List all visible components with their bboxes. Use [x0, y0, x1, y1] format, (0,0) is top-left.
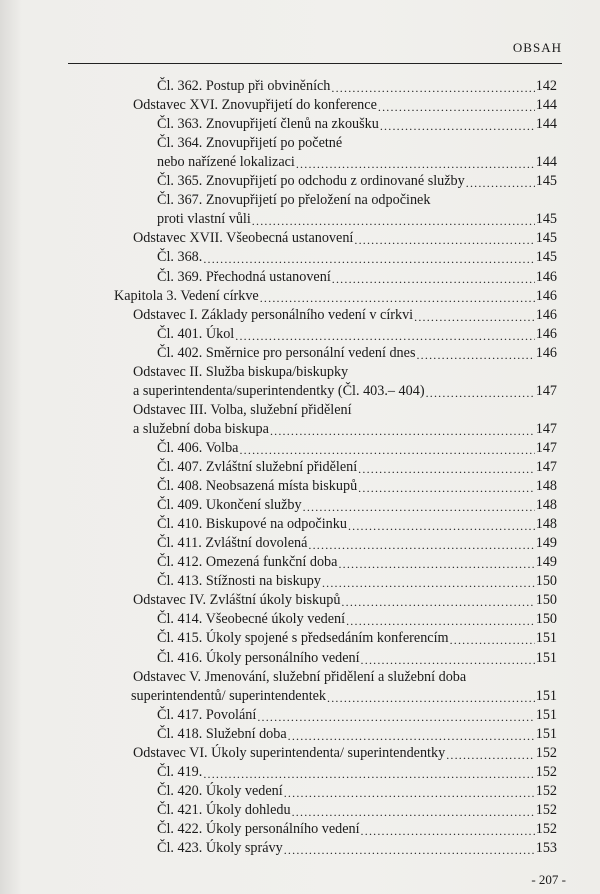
header-rule: [68, 63, 562, 64]
toc-entry-title: a služební doba biskupa: [133, 420, 269, 437]
toc-entry[interactable]: [157, 496, 557, 515]
dot-leader: [257, 710, 534, 725]
dot-leader: [332, 272, 535, 287]
toc-entry-page: 148: [535, 516, 557, 533]
dot-leader: [338, 557, 534, 572]
toc-entry[interactable]: [157, 706, 557, 725]
toc-entry[interactable]: [133, 420, 557, 439]
toc-entry[interactable]: [157, 629, 557, 648]
toc-entry[interactable]: [157, 115, 557, 134]
toc-entry-page: 152: [535, 801, 557, 818]
dot-leader: [284, 786, 535, 801]
toc-entry-page: 146: [535, 344, 557, 361]
toc-entry-title: Čl. 369. Přechodná ustanovení: [157, 268, 331, 285]
toc-entry[interactable]: [157, 763, 557, 782]
toc-entry-title: Čl. 411. Zvláštní dovolená: [157, 535, 308, 552]
toc-entry-page: 146: [535, 325, 557, 342]
toc-entry-page: 144: [535, 154, 557, 171]
toc-entry[interactable]: [131, 687, 557, 706]
toc-entry[interactable]: [157, 572, 557, 591]
toc-entry[interactable]: [114, 287, 557, 306]
dot-leader: [354, 233, 534, 248]
toc-entry-first-line: Odstavec V. Jmenování, služební přidělení a služební doba: [133, 668, 467, 685]
toc-entry[interactable]: [157, 515, 557, 534]
toc-entry[interactable]: [133, 744, 557, 763]
toc-entry-title: Čl. 415. Úkoly spojené s předsedáním konferencím: [157, 630, 449, 647]
toc-entry-page: 150: [535, 592, 557, 609]
dot-leader: [308, 538, 534, 553]
toc-entry[interactable]: [157, 534, 557, 553]
dot-leader: [203, 252, 534, 267]
toc-entry-title: Čl. 402. Směrnice pro personální vedení dnes: [157, 344, 416, 361]
toc-entry-title: Čl. 418. Služební doba: [157, 725, 287, 742]
toc-entry[interactable]: [157, 268, 557, 287]
toc-entry-page: 147: [535, 382, 557, 399]
toc-entry-page: 146: [535, 287, 557, 304]
dot-leader: [322, 576, 535, 591]
toc-entry-title: Čl. 420. Úkoly vedení: [157, 782, 283, 799]
toc-entry[interactable]: [133, 382, 557, 401]
toc-entry-page: 145: [535, 173, 557, 190]
toc-entry-title: Čl. 422. Úkoly personálního vedení: [157, 820, 360, 837]
dot-leader: [358, 462, 535, 477]
toc-entry[interactable]: [157, 77, 557, 96]
toc-entry-title: Čl. 412. Omezená funkční doba: [157, 554, 338, 571]
toc-entry-page: 144: [535, 116, 557, 133]
toc-entry[interactable]: [157, 458, 557, 477]
toc-entry[interactable]: [133, 591, 557, 610]
toc-entry-page: 145: [535, 230, 557, 247]
toc-entry[interactable]: [157, 610, 557, 629]
toc-entry-title: superintendentů/ superintendentek: [131, 687, 327, 704]
toc-entry[interactable]: [157, 725, 557, 744]
dot-leader: [252, 214, 535, 229]
toc-entry-page: 152: [535, 820, 557, 837]
toc-entry-page: 152: [535, 763, 557, 780]
toc-entry[interactable]: [157, 839, 557, 858]
dot-leader: [270, 424, 535, 439]
toc-entry-title: Čl. 401. Úkol: [157, 325, 235, 342]
toc-entry[interactable]: [133, 96, 557, 115]
running-header: OBSAH: [512, 40, 562, 55]
toc-entry-page: 151: [535, 649, 557, 666]
toc-entry-page: 147: [535, 439, 557, 456]
toc-entry-page: 151: [535, 687, 557, 704]
toc-entry[interactable]: [133, 306, 557, 325]
dot-leader: [341, 595, 534, 610]
toc-entry-first-line: Čl. 367. Znovupřijetí po přeložení na odpočinek: [157, 192, 431, 209]
toc-entry-page: 149: [535, 554, 557, 571]
toc-entry-first-line: Odstavec III. Volba, služební přidělení: [133, 401, 352, 418]
dot-leader: [331, 81, 534, 96]
toc-entry[interactable]: [157, 344, 557, 363]
toc-entry-page: 144: [535, 97, 557, 114]
toc-entry-title: Čl. 406. Volba: [157, 439, 239, 456]
dot-leader: [203, 767, 534, 782]
toc-entry-page: 142: [535, 78, 557, 94]
toc-entry-title: Odstavec IV. Zvláštní úkoly biskupů: [133, 592, 341, 609]
toc-entry-page: 146: [535, 306, 557, 323]
toc-entry-title: Čl. 408. Neobsazená místa biskupů: [157, 478, 358, 495]
dot-leader: [446, 748, 535, 763]
dot-leader: [327, 691, 535, 706]
toc-entry-first-line: Čl. 364. Znovupřijetí po početné: [157, 135, 343, 152]
dot-leader: [288, 729, 535, 744]
toc-entry-page: 151: [535, 630, 557, 647]
toc-entry[interactable]: [157, 153, 557, 172]
toc-entry-title: Čl. 363. Znovupřijetí členů na zkoušku: [157, 116, 379, 133]
page-number: - 207 -: [531, 872, 566, 887]
toc-entry-title: Čl. 416. Úkoly personálního vedení: [157, 649, 360, 666]
toc-entry-title: Čl. 365. Znovupřijetí po odchodu z ordinované služby: [157, 173, 465, 190]
toc-entry-page: 147: [535, 420, 557, 437]
toc-entry-title: Odstavec XVII. Všeobecná ustanovení: [133, 230, 354, 247]
dot-leader: [348, 519, 535, 534]
toc-entry-title: Čl. 409. Ukončení služby: [157, 497, 302, 514]
toc-entry[interactable]: [157, 782, 557, 801]
toc-entry-page: 145: [535, 249, 557, 266]
toc-entry-page: 146: [535, 268, 557, 285]
toc-entry-title: Kapitola 3. Vedení církve: [114, 287, 259, 304]
toc-entry-first-line: Odstavec II. Služba biskupa/biskupky: [133, 363, 349, 380]
dot-leader: [292, 805, 535, 820]
toc-entry[interactable]: [157, 172, 557, 191]
toc-entry-page: 153: [535, 840, 557, 856]
toc-entry-page: 150: [535, 611, 557, 628]
toc-entry-page: 145: [535, 211, 557, 228]
toc-entry-title: Čl. 419.: [157, 763, 203, 780]
toc-entry-title: Čl. 423. Úkoly správy: [157, 840, 283, 856]
dot-leader: [380, 119, 535, 134]
toc-entry-title: Čl. 407. Zvláštní služební přidělení: [157, 459, 358, 475]
toc-entry-title: Čl. 414. Všeobecné úkoly vedení: [157, 611, 346, 628]
dot-leader: [426, 386, 535, 401]
toc-entry-page: 151: [535, 725, 557, 742]
dot-leader: [416, 348, 534, 363]
dot-leader: [361, 824, 535, 839]
toc-entry-page: 152: [535, 744, 557, 761]
toc-entry-title: Čl. 421. Úkoly dohledu: [157, 801, 291, 818]
toc-entry-title: Čl. 368.: [157, 249, 203, 266]
dot-leader: [235, 329, 534, 344]
toc-entry-title: proti vlastní vůli: [157, 211, 251, 228]
toc-entry-page: 148: [535, 497, 557, 514]
toc-entry[interactable]: [157, 649, 557, 668]
toc-entry[interactable]: [157, 248, 557, 267]
toc-entry-title: Odstavec XVI. Znovupřijetí do konference: [133, 97, 377, 114]
dot-leader: [450, 633, 535, 648]
toc-entry-title: Odstavec I. Základy personálního vedení v církvi: [133, 306, 414, 323]
toc-entry-title: Čl. 410. Biskupové na odpočinku: [157, 516, 347, 533]
dot-leader: [260, 291, 535, 306]
dot-leader: [414, 310, 535, 325]
toc-entry-page: 149: [535, 535, 557, 552]
toc-entry[interactable]: [157, 553, 557, 572]
toc-entry-page: 152: [535, 782, 557, 799]
dot-leader: [239, 443, 534, 458]
toc-entry-title: Čl. 362. Postup při obviněních: [157, 78, 331, 94]
toc-entry[interactable]: [157, 477, 557, 496]
dot-leader: [284, 843, 535, 858]
dot-leader: [346, 614, 535, 629]
toc-entry[interactable]: [157, 820, 557, 839]
toc-entry-title: Čl. 413. Stížnosti na biskupy: [157, 573, 321, 590]
toc-entry[interactable]: [157, 439, 557, 458]
toc-entry[interactable]: [157, 325, 557, 344]
toc-entry-title: Odstavec VI. Úkoly superintendenta/ superintendentky: [133, 744, 446, 761]
toc-entry-page: 150: [535, 573, 557, 590]
dot-leader: [378, 100, 535, 115]
dot-leader: [303, 500, 535, 515]
toc-entry[interactable]: [157, 210, 557, 229]
toc-entry-title: nebo nařízené lokalizaci: [157, 154, 295, 171]
toc-entry-title: a superintendenta/superintendentky (Čl. 403.– 404): [133, 382, 425, 399]
toc-entry-page: 151: [535, 706, 557, 723]
dot-leader: [296, 157, 535, 172]
toc-entry[interactable]: [157, 801, 557, 820]
dot-leader: [358, 481, 535, 496]
toc-entry[interactable]: [133, 229, 557, 248]
dot-leader: [361, 653, 535, 668]
dot-leader: [466, 176, 535, 191]
toc-entry-page: 147: [535, 459, 557, 475]
toc-entry-title: Čl. 417. Povolání: [157, 706, 257, 723]
toc-entry-page: 148: [535, 478, 557, 495]
